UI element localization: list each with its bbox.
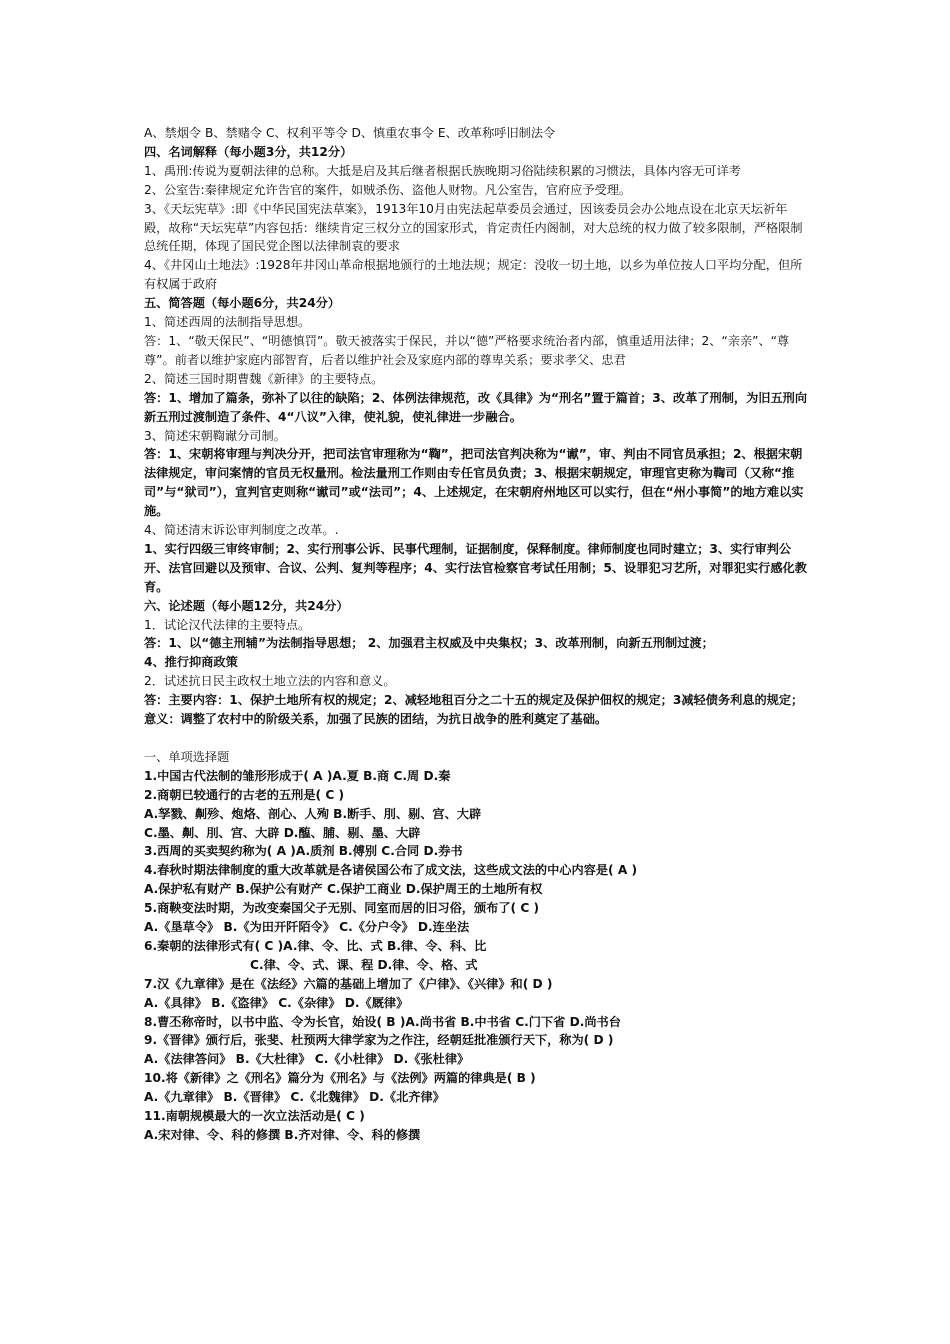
- text-line: A.《具律》 B.《盗律》 C.《杂律》 D.《厩律》: [144, 995, 409, 1010]
- text-line: 5.商鞅变法时期，为改变秦国父子无别、同室而居的旧习俗，颁布了( C ): [144, 901, 540, 916]
- text-line: 答：主要内容：1、保护土地所有权的规定；2、减轻地租百分之二十五的规定及保护佃权的规定；3减轻债务利息的规定；意义：调整了农村中的阶级关系，加强了民族的团结，为抗日战争的胜利奠定了基础。: [144, 693, 804, 727]
- text-line: 4、推行抑商政策: [144, 655, 238, 670]
- text-line: A.宋对律、令、科的修撰 B.齐对律、令、科的修撰: [144, 1128, 421, 1143]
- text-line: 答：1、“敬天保民”、“明德慎罚”。敬天被落实于保民，并以“德”严格要求统治者内部，慎重适用法律；2、“亲亲”、“尊尊”。前者以维护家庭内部智育，后者以维护社会及家庭内部的尊卑关系；要求孝父、忠君: [144, 333, 790, 367]
- text-line: 四、名词解释（每小题3分，共12分）: [144, 144, 353, 159]
- text-line: 一、单项选择题: [144, 749, 230, 764]
- text-line: 4、《井冈山土地法》:1928年井冈山革命根据地颁行的土地法规；规定：没收一切土地，以乡为单位按人口平均分配，但所有权属于政府: [144, 258, 803, 292]
- text-line: A.《垦草令》 B.《为田开阡陌令》 C.《分户令》 D.连坐法: [144, 920, 470, 935]
- text-line: 4.春秋时期法律制度的重大改革就是各诸侯国公布了成文法，这些成文法的中心内容是( A ): [144, 863, 638, 878]
- text-line: C.律、令、式、课、程 D.律、令、格、式: [250, 957, 478, 972]
- text-line: 7.汉《九章律》是在《法经》六篇的基础上增加了《户律》、《兴律》和( D ): [144, 976, 553, 991]
- text-line: 1.中国古代法制的雏形形成于( A )A.夏 B.商 C.周 D.秦: [144, 768, 451, 783]
- exam-section-lower: [144, 748, 808, 1145]
- text-line: 2．试述抗日民主政权土地立法的内容和意义。: [144, 674, 396, 689]
- text-line: 六、论述题（每小题12分，共24分）: [144, 598, 349, 613]
- text-line: C.墨、劓、刖、宫、大辟 D.醢、脯、剔、墨、大辟: [144, 825, 421, 840]
- text-line: A.保护私有财产 B.保护公有财产 C.保护工商业 D.保护周王的土地所有权: [144, 882, 543, 897]
- text-line: 1、简述西周的法制指导思想。: [144, 315, 311, 330]
- text-line: A.孥戮、劓殄、炮烙、剖心、人殉 B.断手、刖、剔、宫、大辟: [144, 806, 482, 821]
- text-line: 4、简述清末诉讼审判制度之改革。.: [144, 523, 339, 538]
- text-line: 6.秦朝的法律形式有( C )A.律、令、比、式 B.律、令、科、比: [144, 938, 487, 953]
- text-line: 答：1、宋朝将审理与判决分开，把司法官审理称为“鞫”，把司法官判决称为“谳”，审、判由不同官员承担；2、根据宋朝法律规定，审问案情的官员无权量刑。检法量刑工作则由专任官员负责；3、根据宋朝规定，审理官吏称为鞫司（又称“推司”与“狱司”），宣判官吏则称“谳司”或“法司”；4、上述规定，在宋朝府州地区可以实行，但在“州小事简”的地方难以实施。: [144, 447, 804, 519]
- text-line: 五、简答题（每小题6分，共24分）: [144, 296, 341, 311]
- text-line: 8.曹丕称帝时，以书中监、令为长官，始设( B )A.尚书省 B.中书省 C.门下省 D.尚书台: [144, 1014, 621, 1029]
- text-line: 1、实行四级三审终审制；2、实行刑事公诉、民事代理制，证据制度，保释制度。律师制度也同时建立；3、实行审判公开、法官回避以及预审、合议、公判、复判等程序；4、实行法官检察官考试任用制；5、设罪犯习艺所，对罪犯实行感化教育。: [144, 541, 807, 594]
- text-line: 2.商朝已较通行的古老的五刑是( C ): [144, 787, 345, 802]
- text-line: A.《法律答问》 B.《大杜律》 C.《小杜律》 D.《张杜律》: [144, 1052, 470, 1067]
- text-line: 1、禹刑:传说为夏朝法律的总称。大抵是启及其后继者根据氏族晚期习俗陆续积累的习惯法，具体内容无可详考: [144, 163, 741, 178]
- text-line: 3、简述宋朝鞫谳分司制。: [144, 428, 286, 443]
- blank-line: [144, 729, 808, 748]
- document-page: [144, 124, 808, 1145]
- text-line: A.《九章律》 B.《晋律》 C.《北魏律》 D.《北齐律》: [144, 1090, 445, 1105]
- text-line: 9.《晋律》颁行后，张斐、杜预两大律学家为之作注，经朝廷批准颁行天下，称为( D ): [144, 1033, 614, 1048]
- text-line: 1．试论汉代法律的主要特点。: [144, 617, 311, 632]
- exam-section-upper: [144, 124, 808, 729]
- text-line: A、禁烟令 B、禁赌令 C、权利平等令 D、慎重农事令 E、改革称呼旧制法令: [144, 126, 556, 140]
- text-line: 3.西周的买卖契约称为( A )A.质剂 B.傅别 C.合同 D.券书: [144, 844, 463, 859]
- text-line: 答：1、增加了篇条，弥补了以往的缺陷；2、体例法律规范，改《具律》为“刑名”置于篇首；3、改革了刑制，为旧五刑向新五刑过渡制造了条件、4“八议”入律，使礼貌，使礼律进一步融合。: [144, 390, 808, 424]
- text-line: 10.将《新律》之《刑名》篇分为《刑名》与《法例》两篇的律典是( B ): [144, 1071, 536, 1086]
- text-line: 11.南朝规模最大的一次立法活动是( C ): [144, 1109, 365, 1124]
- text-line: 2、简述三国时期曹魏《新律》的主要特点。: [144, 371, 384, 386]
- text-line: 答：1、以“德主刑辅”为法制指导思想； 2、加强君主权威及中央集权；3、改革刑制，向新五刑制过渡；: [144, 636, 714, 651]
- text-line: 3、《天坛宪草》:即《中华民国宪法草案》，1913年10月由宪法起草委员会通过，因该委员会办公地点设在北京天坛祈年殿，故称“天坛宪草”内容包括：继续肯定三权分立的国家形式，肯定责任内阁制，对大总统的权力做了较多限制，严格限制总统任期，体现了国民党企图以法律制袁的要求: [144, 201, 803, 254]
- text-line: 2、公室告:秦律规定允许告官的案件，如贼杀伤、盗他人财物。凡公室告，官府应予受理。: [144, 182, 632, 197]
